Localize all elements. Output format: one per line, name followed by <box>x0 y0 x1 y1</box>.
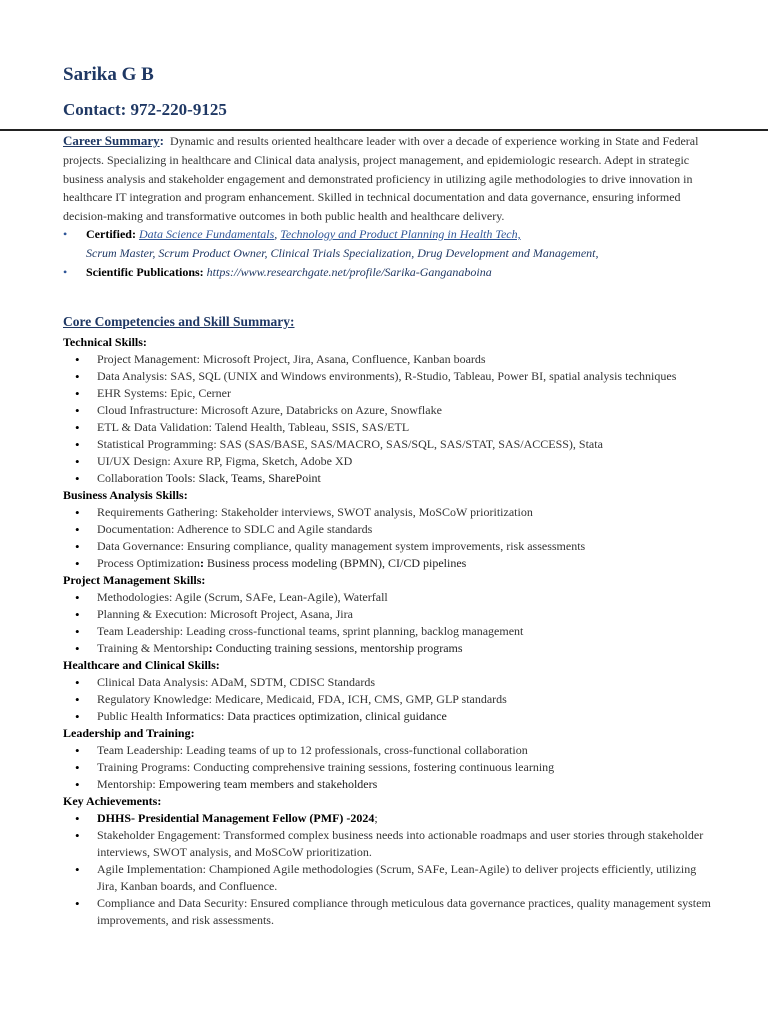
item-label: Process Optimization <box>97 556 200 570</box>
list-item: • UI/UX Design: Axure RP, Figma, Sketch, Adobe XD <box>63 453 713 470</box>
list-item: • Data Analysis: SAS, SQL (UNIX and Windows environments), R-Studio, Tableau, Power BI, spatial analysis techniques <box>63 368 713 385</box>
certified-label: Certified: <box>86 227 136 241</box>
bullet-icon: • <box>63 264 68 279</box>
item-colon: : <box>199 556 204 570</box>
list-item <box>63 776 713 793</box>
item-value: Informatics: Data practices optimization, clinical guidance <box>162 709 447 723</box>
list-item: • Project Management: Microsoft Project, Jira, Asana, Confluence, Kanban boards <box>63 351 713 368</box>
certified-item <box>63 225 723 263</box>
list-item: • Statistical Programming: SAS (SAS/BASE, SAS/MACRO, SAS/SQL, SAS/STAT, SAS/ACCESS), Stata <box>63 436 713 453</box>
bullet-icon: • <box>63 227 68 241</box>
contact-phone: Contact: 972-220-9125 <box>63 100 227 119</box>
pmf-award: DHHS- Presidential Management Fellow (PMF) -2024 <box>97 811 375 825</box>
list-item <box>63 640 713 657</box>
publications-label: Scientific Publications: <box>86 264 204 279</box>
item-value: : Empowering team members and stakeholders <box>152 777 378 791</box>
item-value: Tools: Slack, Teams, SharePoint <box>163 471 321 485</box>
leadership-training-list <box>63 742 713 793</box>
leadership-training-heading: Leadership and Training: <box>63 726 195 740</box>
career-summary-label: Career Summary <box>63 133 160 148</box>
list-item: • Planning & Execution: Microsoft Project, Asana, Jira <box>63 606 713 623</box>
list-item: • Methodologies: Agile (Scrum, SAFe, Lean-Agile), Waterfall <box>63 589 713 606</box>
list-item <box>63 555 713 572</box>
key-achievements-heading: Key Achievements: <box>63 794 162 808</box>
list-item: • Documentation: Adherence to SDLC and Agile standards <box>63 521 713 538</box>
publications-item <box>63 263 723 282</box>
technical-skills-heading: Technical Skills: <box>63 335 147 349</box>
item-tail: ; <box>374 811 378 825</box>
list-item <box>63 470 713 487</box>
cert-list-line2: Scrum Master, Scrum Product Owner, Clinical Trials Specialization, Drug Development and Management, <box>86 245 599 260</box>
healthcare-clinical-heading: Healthcare and Clinical Skills: <box>63 658 220 672</box>
list-item: • Team Leadership: Leading teams of up to 12 professionals, cross-functional collaboration <box>63 742 713 759</box>
business-analysis-list <box>63 504 713 572</box>
item-label: Training & Mentorship <box>97 641 209 655</box>
item-label: Public Health <box>97 709 163 723</box>
skills-sections <box>63 334 713 929</box>
list-item: • Cloud Infrastructure: Microsoft Azure, Databricks on Azure, Snowflake <box>63 402 713 419</box>
item-label: Collaboration <box>97 471 163 485</box>
item-value: Conducting training sessions, mentorship programs <box>212 641 463 655</box>
credentials-list <box>63 225 723 281</box>
list-item: • Agile Implementation: Championed Agile methodologies (Scrum, SAFe, Lean-Agile) to deliver projects efficiently, utilizing Jira, Kanban boards, and Confluence. <box>63 861 713 895</box>
cert-link-data-science[interactable]: Data Science Fundamentals <box>138 227 275 241</box>
healthcare-clinical-list <box>63 674 713 725</box>
list-item <box>63 708 713 725</box>
list-item: • ETL & Data Validation: Talend Health, Tableau, SSIS, SAS/ETL <box>63 419 713 436</box>
item-label: Mentorship <box>97 777 153 791</box>
career-summary-colon: : <box>159 133 164 148</box>
list-item <box>63 810 713 827</box>
cert-link-health-tech[interactable]: Technology and Product Planning in Health Tech, <box>280 227 521 241</box>
publications-url[interactable]: https://www.researchgate.net/profile/Sarika-Ganganaboina <box>206 264 492 279</box>
list-item: • Training Programs: Conducting comprehensive training sessions, fostering continuous learning <box>63 759 713 776</box>
project-management-list <box>63 589 713 657</box>
key-achievements-list <box>63 810 713 929</box>
career-summary-text: Dynamic and results oriented healthcare leader with over a decade of experience working in State and Federal projects. Specializing in healthcare and Clinical data analysis, project management, and epidemiologic research. Adept in strategic business analysis and stakeholder engagement and demonstrated proficiency in utilizing agile methodologies to drive innovation in healthcare IT integration and program enhancement. Skilled in technical documentation and data governance, ensuring informed decision-making and transformative outcomes in both public health and healthcare delivery. <box>63 134 699 224</box>
list-item: • Regulatory Knowledge: Medicare, Medicaid, FDA, ICH, CMS, GMP, GLP standards <box>63 691 713 708</box>
project-management-heading: Project Management Skills: <box>63 573 206 587</box>
core-competencies-title: Core Competencies and Skill Summary: <box>63 314 295 329</box>
list-item: • Compliance and Data Security: Ensured compliance through meticulous data governance practices, quality management system improvements, and risk assessments. <box>63 895 713 929</box>
list-item: • EHR Systems: Epic, Cerner <box>63 385 713 402</box>
list-item: • Team Leadership: Leading cross-functional teams, sprint planning, backlog management <box>63 623 713 640</box>
list-item: • Data Governance: Ensuring compliance, quality management system improvements, risk assessments <box>63 538 713 555</box>
item-colon: : <box>208 641 213 655</box>
list-item: • Requirements Gathering: Stakeholder interviews, SWOT analysis, MoSCoW prioritization <box>63 504 713 521</box>
business-analysis-heading: Business Analysis Skills: <box>63 488 188 502</box>
cert-separator: , <box>274 227 278 241</box>
item-value: Business process modeling (BPMN), CI/CD pipelines <box>203 556 467 570</box>
list-item: • Clinical Data Analysis: ADaM, SDTM, CDISC Standards <box>63 674 713 691</box>
header-divider <box>0 129 768 131</box>
technical-skills-list <box>63 351 713 487</box>
resume-name: Sarika G B <box>63 64 154 85</box>
career-summary <box>63 132 713 226</box>
list-item: • Stakeholder Engagement: Transformed complex business needs into actionable roadmaps and user stories through stakeholder interviews, SWOT analysis, and MoSCoW prioritization. <box>63 827 713 861</box>
